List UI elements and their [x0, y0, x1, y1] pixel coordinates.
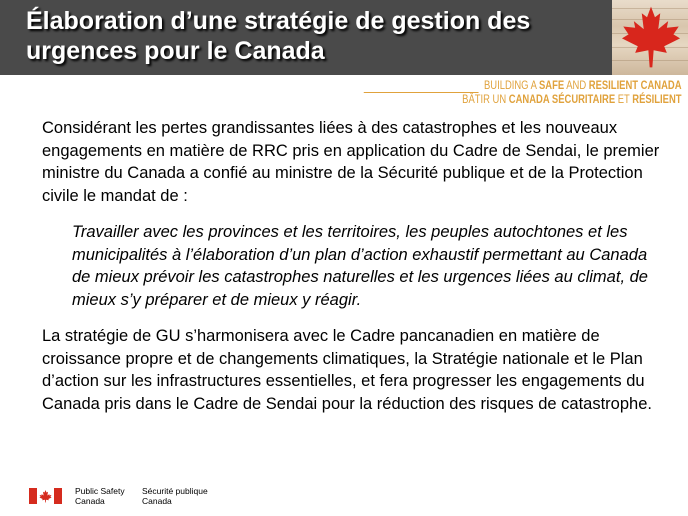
- slide-body: [42, 117, 662, 415]
- department-name-english: Public Safety Canada: [75, 486, 125, 506]
- wood-background-image: [612, 0, 688, 75]
- mandate-quote: Travailler avec les provinces et les territoires, les peuples autochtones et les municipalités à l’élaboration d’un plan d’action exhaustif permettant au Canada de mieux prévoir les catastrophes naturelles et les urgences liées au climat, de mieux s’y préparer et de mieux y réagir.: [72, 223, 648, 309]
- tagline-french: BÂTIR UN CANADA SÉCURITAIRE ET RÉSILIENT: [462, 94, 682, 106]
- intro-paragraph: Considérant les pertes grandissantes liées à des catastrophes et les nouveaux engagements en matière de RRC pris en application du Cadre de Sendai, le premier ministre du Canada a confié au ministre de la Sécurité publique et de la Protection civile le mandat de :: [42, 119, 660, 205]
- department-name-french: Sécurité publique Canada: [142, 486, 208, 506]
- maple-leaf-icon: [618, 4, 684, 70]
- strategy-paragraph: La stratégie de GU s’harmonisera avec le Cadre pancanadien en matière de croissance propre et de changements climatiques, la Stratégie nationale et le Plan d’action sur les infrastructures essentielles, et fera progresser les engagements du Canada pris dans le Cadre de Sendai pour la réduction des risques de catastrophe.: [42, 327, 652, 413]
- tagline-english: BUILDING A SAFE AND RESILIENT CANADA: [484, 80, 682, 92]
- tagline: [463, 79, 682, 107]
- title-bar: [0, 0, 612, 75]
- slide-title: Élaboration d’une stratégie de gestion des urgences pour le Canada: [26, 7, 531, 65]
- canada-flag-icon: [29, 488, 62, 504]
- tagline-rule: [364, 92, 479, 93]
